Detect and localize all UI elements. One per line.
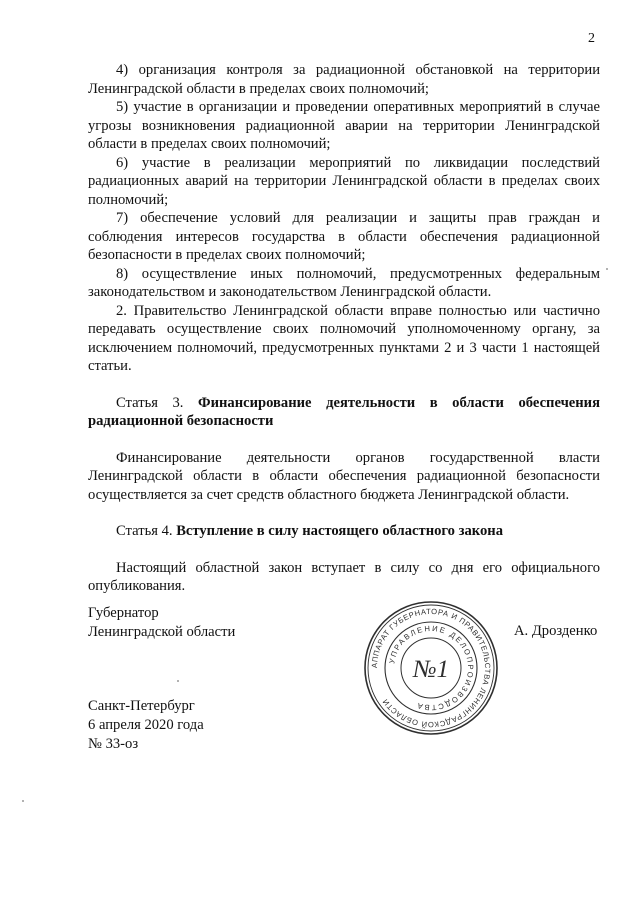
article-3-heading [88, 394, 600, 431]
signature-position-line-1: Губернатор [88, 605, 159, 621]
issue-number: № 33-оз [88, 736, 139, 752]
scan-speck [606, 268, 608, 270]
article-3-body: Финансирование деятельности органов государственной власти Ленинградской области в области обеспечения радиационной безопасности осуществляется за счет средств областного бюджета Ленинградской области. [88, 449, 600, 503]
paragraph-item-8: 8) осуществление иных полномочий, предусмотренных федеральным законодательством и законодательством Ленинградской области. [88, 265, 600, 300]
paragraph-item-7: 7) обеспечение условий для реализации и защиты прав граждан и соблюдения интересов государства в области обеспечения радиационной безопасности в пределах своих полномочий; [88, 210, 600, 263]
issue-date: 6 апреля 2020 года [88, 717, 204, 733]
paragraph-item-6: 6) участие в реализации мероприятий по ликвидации последствий радиационных аварий на территории Ленинградской области в пределах своих полномочий; [88, 154, 600, 208]
stamp-inner-text: УПРАВЛЕНИЕ ДЕЛОПРОИЗВОДСТВА [387, 623, 476, 713]
article-3-prefix: Статья 3. [116, 394, 184, 411]
page-number: 2 [588, 31, 595, 46]
scan-speck [22, 800, 24, 802]
paragraph-item-4: 4) организация контроля за радиационной обстановкой на территории Ленинградской области в пределах своих полномочий; [88, 62, 600, 97]
signature-position [88, 604, 235, 642]
paragraph-item-5: 5) участие в организации и проведении оперативных мероприятий в случае угрозы возникновения радиационной аварии на территории Ленинградской области в пределах своих полномочий; [88, 99, 600, 152]
article-4-prefix: Статья 4. [116, 523, 173, 539]
article-4-heading [88, 522, 600, 541]
signature-position-line-2: Ленинградской области [88, 624, 236, 640]
article-4-title: Вступление в силу настоящего областного закона [176, 523, 503, 539]
stamp-ring-text: АППАРАТ ГУБЕРНАТОРА И ПРАВИТЕЛЬСТВА ЛЕНИНГРАДСКОЙ ОБЛАСТИ [369, 606, 493, 730]
issue-place: Санкт-Петербург [88, 698, 195, 714]
article-4-body: Настоящий областной закон вступает в силу со дня его официального опубликования. [88, 559, 600, 594]
article-3-title: Финансирование деятельности в области обеспечения радиационной безопасности [88, 394, 600, 429]
law-text [88, 61, 600, 596]
paragraph-part-2: 2. Правительство Ленинградской области вправе полностью или частично передавать осуществление своих полномочий уполномоченному органу, за исключением полномочий, предусмотренных пунктами 2 и 3 части 1 настоящей статьи. [88, 302, 600, 374]
signer-name: А. Дрозденко [514, 623, 598, 639]
official-stamp [363, 600, 499, 736]
scan-speck [177, 680, 179, 682]
stamp-number: №1 [412, 656, 450, 683]
issue-details [88, 697, 204, 754]
